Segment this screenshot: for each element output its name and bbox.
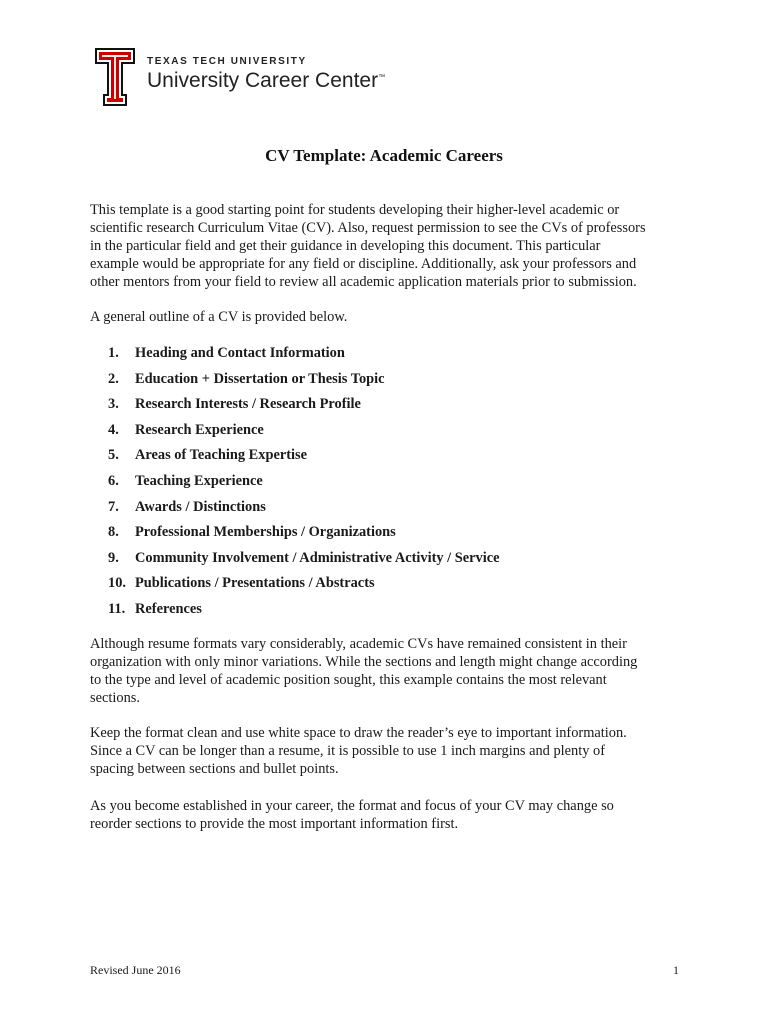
paragraph-line: example would be appropriate for any field or discipline. Additionally, ask your professors and <box>90 256 637 272</box>
list-number: 7. <box>108 498 119 515</box>
paragraph-line: in the particular field and get their guidance in developing this document. This particular <box>90 238 601 254</box>
paragraph-line: Since a CV can be longer than a resume, it is possible to use 1 inch margins and plenty of <box>90 743 606 759</box>
list-number: 6. <box>108 472 119 489</box>
paragraph-line: to the type and level of academic position sought, this example contains the most relevant <box>90 672 607 688</box>
list-item <box>108 470 500 496</box>
list-item <box>108 393 500 419</box>
list-label: Publications / Presentations / Abstracts <box>135 575 375 592</box>
revision-date: Revised June 2016 <box>90 963 181 977</box>
paragraph-line: As you become established in your career, the format and focus of your CV may change so <box>90 798 614 814</box>
list-label: Education + Dissertation or Thesis Topic <box>135 370 385 387</box>
list-number: 8. <box>108 524 119 541</box>
list-label: References <box>135 600 202 617</box>
list-label: Professional Memberships / Organizations <box>135 524 396 541</box>
list-label: Community Involvement / Administrative Activity / Service <box>135 549 500 566</box>
list-item <box>108 444 500 470</box>
page-number: 1 <box>673 963 679 977</box>
list-label: Research Interests / Research Profile <box>135 396 361 413</box>
paragraph-line: Although resume formats vary considerably, academic CVs have remained consistent in their <box>90 636 627 652</box>
list-number: 4. <box>108 421 119 438</box>
university-logo <box>95 48 395 108</box>
paragraph-line: This template is a good starting point for students developing their higher-level academic or <box>90 202 620 218</box>
list-label: Areas of Teaching Expertise <box>135 447 308 464</box>
list-item <box>108 342 500 368</box>
logo-center-text: University Career Center <box>147 69 379 92</box>
logo-university-name: TEXAS TECH UNIVERSITY <box>147 56 307 67</box>
paragraph-line: reorder sections to provide the most important information first. <box>90 816 459 832</box>
whitespace-paragraph <box>90 724 690 778</box>
intro-paragraph <box>90 201 690 291</box>
paragraph-line: scientific research Curriculum Vitae (CV). Also, request permission to see the CVs of professors <box>90 220 646 236</box>
list-item <box>108 521 500 547</box>
cv-outline-list <box>108 342 500 624</box>
list-number: 10. <box>108 575 126 592</box>
list-item <box>108 598 500 624</box>
paragraph-line: organization with only minor variations. While the sections and length might change according <box>90 654 638 670</box>
paragraph-line: A general outline of a CV is provided below. <box>90 309 348 325</box>
list-number: 3. <box>108 396 119 413</box>
list-item <box>108 496 500 522</box>
double-t-logo-icon <box>95 48 135 106</box>
list-label: Heading and Contact Information <box>135 345 345 361</box>
paragraph-line: sections. <box>90 690 140 706</box>
list-number: 1. <box>108 345 119 361</box>
list-number: 5. <box>108 447 119 464</box>
list-item <box>108 419 500 445</box>
page-title: CV Template: Academic Careers <box>265 146 503 165</box>
logo-center-name <box>147 69 385 93</box>
formats-paragraph <box>90 635 690 707</box>
list-item <box>108 547 500 573</box>
outline-intro <box>90 308 690 326</box>
list-number: 2. <box>108 370 119 387</box>
list-item <box>108 572 500 598</box>
paragraph-line: spacing between sections and bullet points. <box>90 761 339 777</box>
paragraph-line: Keep the format clean and use white space to draw the reader’s eye to important information. <box>90 725 627 741</box>
paragraph-line: other mentors from your field to review all academic application materials prior to submission. <box>90 274 637 290</box>
list-number: 11. <box>108 600 126 617</box>
list-label: Awards / Distinctions <box>135 498 266 515</box>
career-paragraph <box>90 797 690 833</box>
list-item <box>108 368 500 394</box>
list-label: Research Experience <box>135 421 264 438</box>
list-number: 9. <box>108 549 119 566</box>
list-label: Teaching Experience <box>135 472 263 489</box>
trademark-symbol: ™ <box>378 74 386 81</box>
